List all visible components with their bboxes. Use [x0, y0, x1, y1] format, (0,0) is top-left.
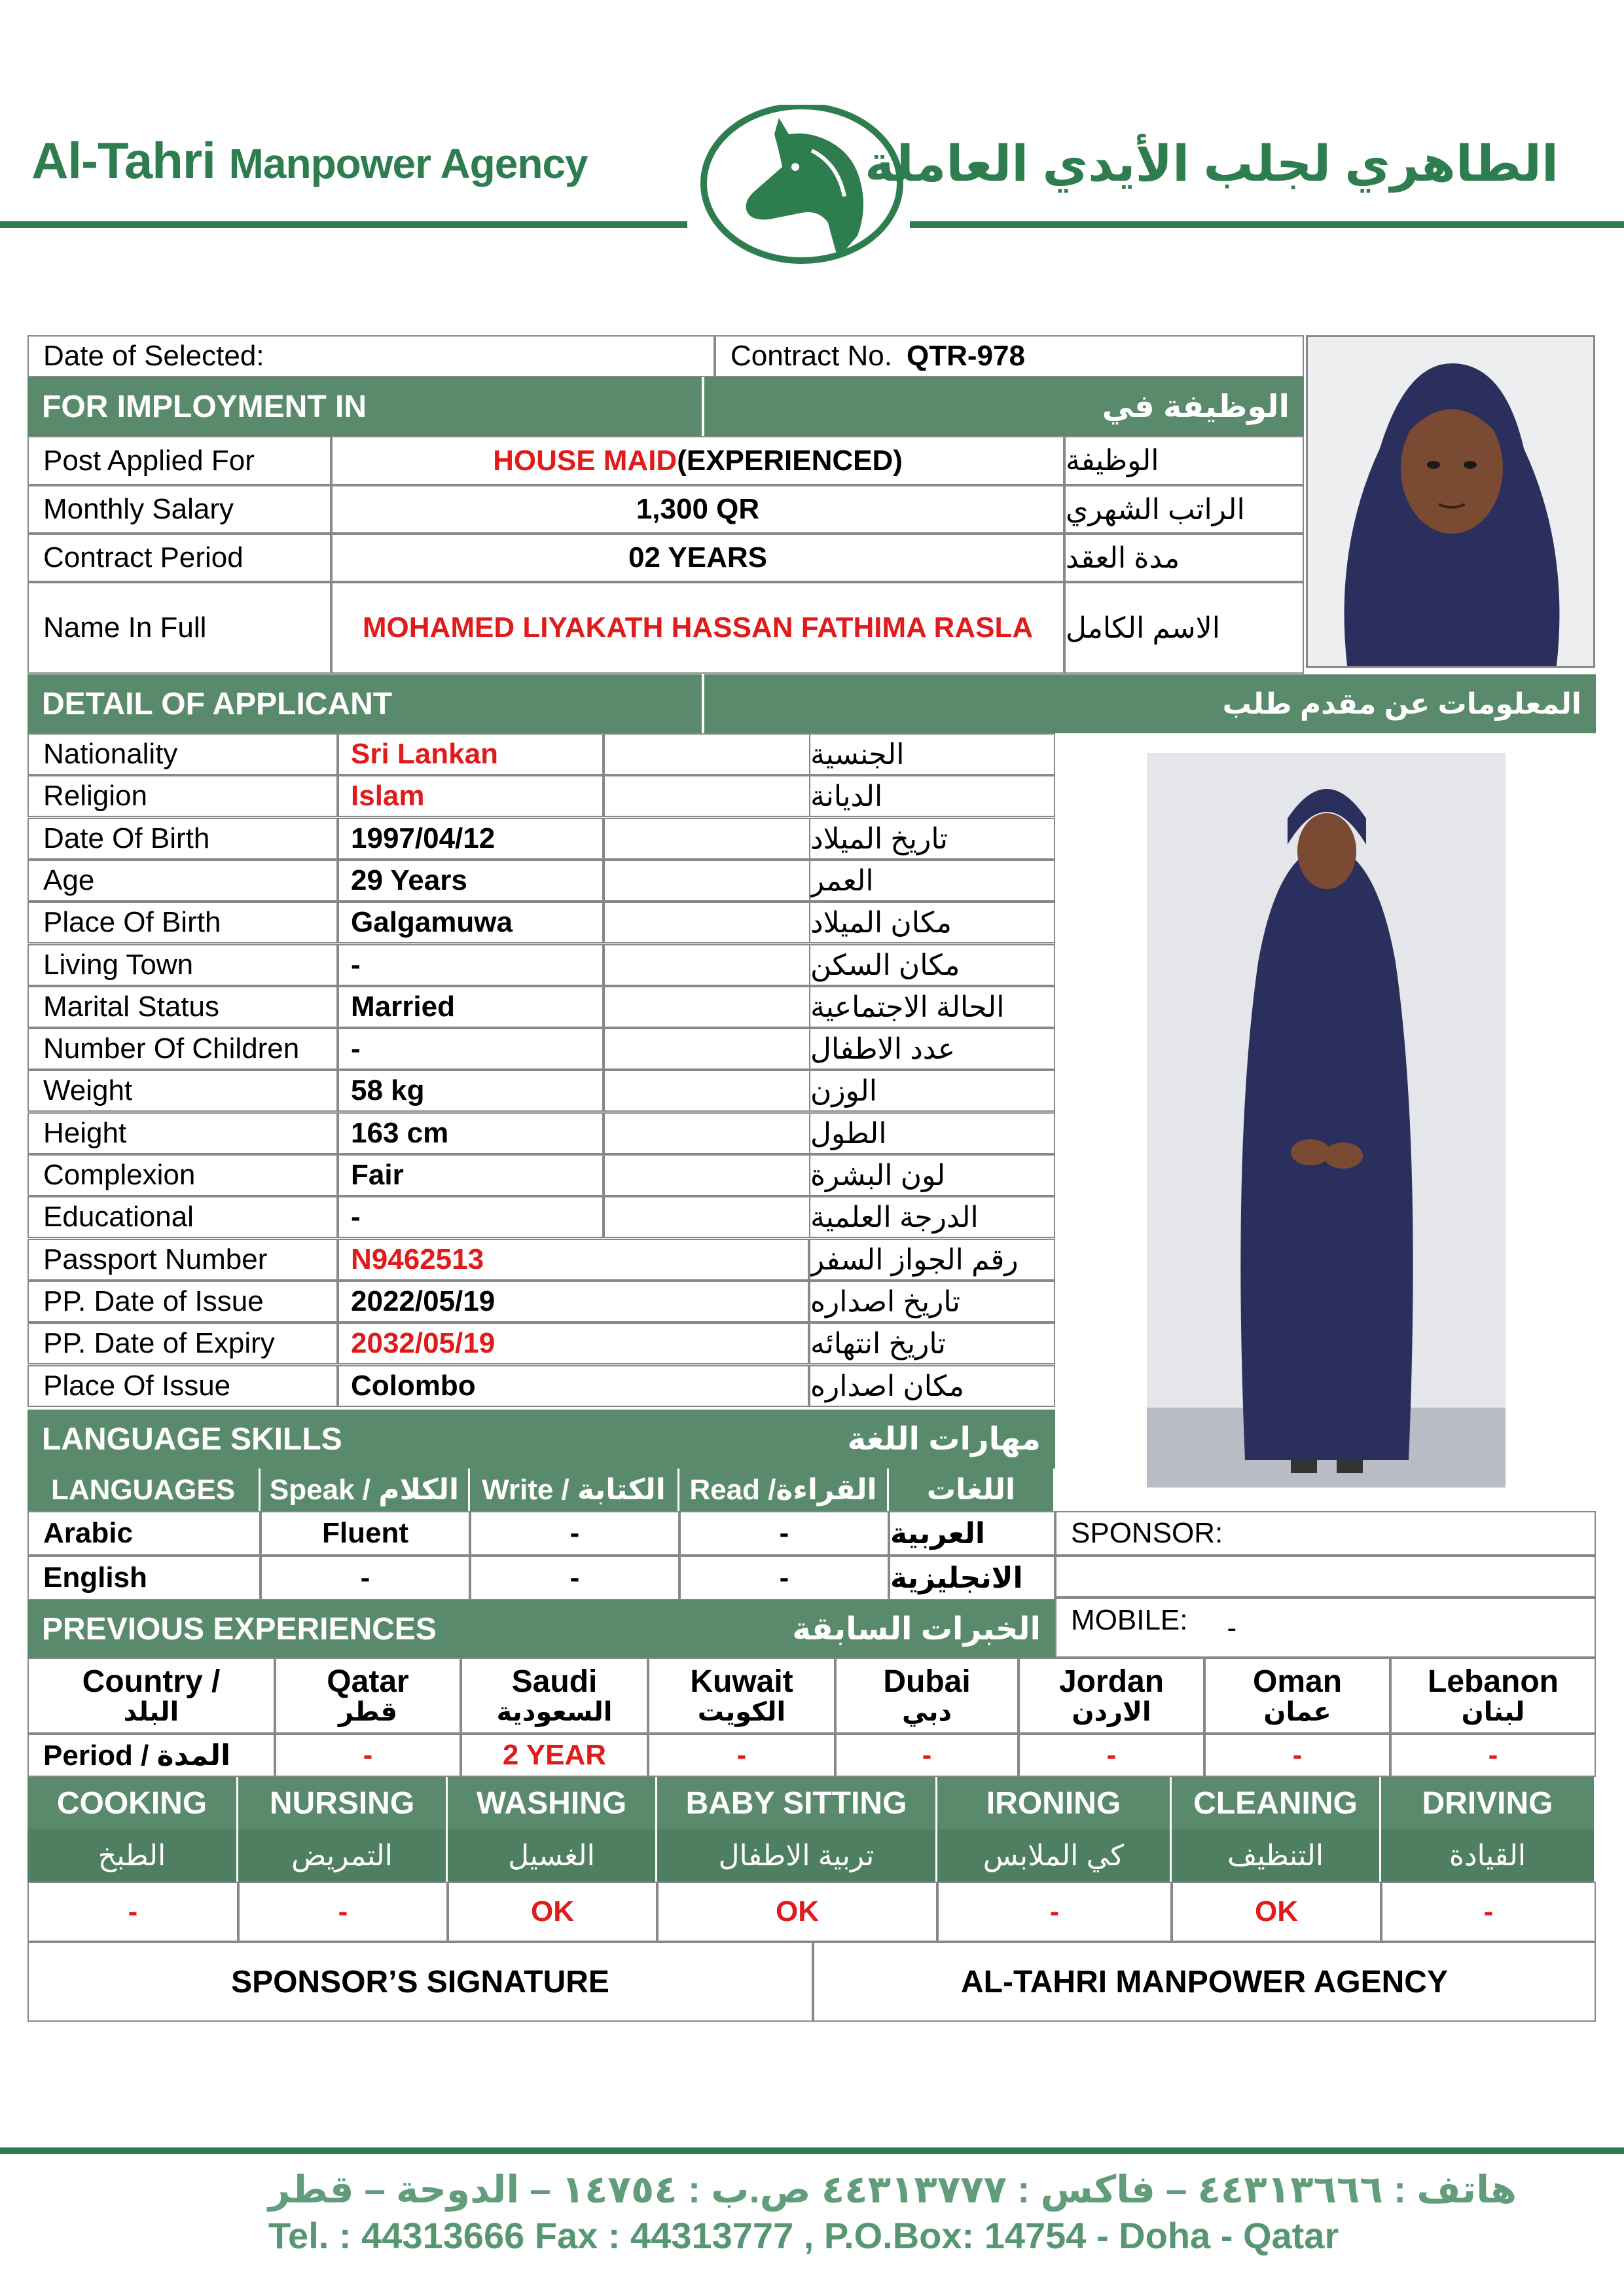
- experience-country-en: Country /: [82, 1664, 221, 1699]
- applicant-row-label: Weight: [27, 1070, 338, 1112]
- headshot-illustration: [1308, 337, 1593, 666]
- applicant-row-label: Place Of Birth: [27, 902, 338, 943]
- applicant-row-spacer: [604, 775, 810, 817]
- employment-row-ar: الوظيفة: [1064, 436, 1304, 485]
- skill-header-ar: تربية الاطفال: [657, 1829, 937, 1882]
- skill-header-en: IRONING: [937, 1777, 1172, 1829]
- applicant-row-label: Living Town: [27, 944, 338, 986]
- date-selected: [27, 335, 715, 377]
- applicant-row-ar: الديانة: [809, 775, 1055, 817]
- skill-header-ar: القيادة: [1381, 1829, 1596, 1882]
- mobile-value: -: [1227, 1612, 1237, 1644]
- applicant-row-ar: الوزن: [809, 1070, 1055, 1112]
- footer-contact-ar: هاتف : ٤٤٣١٣٦٦٦ – فاكس : ٤٤٣١٣٧٧٧ ص.ب : ١٤٧٥٤ – الدوحة – قطر: [268, 2168, 1517, 2211]
- applicant-row-ar: تاريخ اصداره: [809, 1281, 1055, 1323]
- contract-no-label: Contract No.: [731, 340, 892, 372]
- experience-country-ar: قطر: [338, 1698, 398, 1727]
- applicant-row-value: 2032/05/19: [338, 1323, 809, 1364]
- experience-country-ar: البلد: [123, 1698, 179, 1727]
- experience-country-jordan: [1019, 1658, 1204, 1734]
- experience-country-en: Jordan: [1058, 1664, 1164, 1699]
- language-header-cell: Write / الكتابة: [470, 1469, 679, 1511]
- applicant-row-value: 1997/04/12: [338, 818, 604, 860]
- header-rule-left: [0, 221, 687, 228]
- employment-title-ar: الوظيفة في: [1102, 390, 1290, 424]
- experience-country-en: Dubai: [883, 1664, 971, 1699]
- applicant-row-value: 29 Years: [338, 860, 604, 902]
- experience-country-saudi: [461, 1658, 648, 1734]
- experience-country-ar: السعودية: [496, 1698, 613, 1727]
- letterhead: [0, 0, 1624, 268]
- employment-title-bar: [27, 377, 702, 436]
- skill-header-en: CLEANING: [1172, 1777, 1381, 1829]
- employment-value-text: 02 YEARS: [628, 541, 767, 574]
- applicant-row-label: PP. Date of Issue: [27, 1281, 338, 1323]
- experience-country-en: Qatar: [327, 1664, 409, 1699]
- applicant-row-label: Height: [27, 1112, 338, 1154]
- applicant-row-spacer: [604, 1112, 810, 1154]
- language-header-cell: LANGUAGES: [27, 1469, 261, 1511]
- applicant-row-label: Nationality: [27, 733, 338, 775]
- employment-row-value: [331, 582, 1064, 674]
- sponsor-field: [1055, 1511, 1596, 1556]
- applicant-row-value: 2022/05/19: [338, 1281, 809, 1323]
- applicant-row-spacer: [604, 944, 810, 986]
- applicant-row-value: Sri Lankan: [338, 733, 604, 775]
- agency-name-main: Al-Tahri: [31, 132, 215, 189]
- contract-no-value: QTR-978: [906, 340, 1025, 372]
- applicant-row-spacer: [604, 986, 810, 1028]
- applicant-headshot: [1306, 335, 1595, 668]
- applicant-full-photo: [1147, 753, 1506, 1487]
- employment-row-ar: مدة العقد: [1064, 534, 1304, 582]
- applicant-row-label: Educational: [27, 1196, 338, 1238]
- applicant-row-value: 163 cm: [338, 1112, 604, 1154]
- employment-title-bar-ar: [704, 377, 1304, 436]
- applicant-row-ar: لون البشرة: [809, 1154, 1055, 1196]
- applicant-row-spacer: [604, 1028, 810, 1070]
- experience-period-value: 2 YEAR: [461, 1734, 648, 1777]
- experience-country-en: Kuwait: [690, 1664, 793, 1699]
- applicant-row-value: N9462513: [338, 1239, 809, 1281]
- sponsor-signature-label: SPONSOR’S SIGNATURE: [231, 1964, 609, 1999]
- skill-value: -: [1381, 1882, 1596, 1942]
- skill-header-ar: كي الملابس: [937, 1829, 1172, 1882]
- applicant-row-ar: رقم الجواز السفر: [809, 1239, 1055, 1281]
- experience-country-kuwait: [648, 1658, 835, 1734]
- applicant-row-ar: تاريخ انتهائه: [809, 1323, 1055, 1364]
- applicant-row-spacer: [604, 860, 810, 902]
- skill-header-ar: الغسيل: [448, 1829, 657, 1882]
- applicant-row-spacer: [604, 1070, 810, 1112]
- applicant-row-label: Date Of Birth: [27, 818, 338, 860]
- applicant-row-ar: الطول: [809, 1112, 1055, 1154]
- language-cell-ar: الانجليزية: [889, 1556, 1055, 1600]
- employment-row-value: [331, 436, 1064, 485]
- applicant-row-label: Religion: [27, 775, 338, 817]
- language-title-ar: مهارات اللغة: [847, 1422, 1041, 1457]
- skill-header-en: DRIVING: [1381, 1777, 1596, 1829]
- applicant-row-value: Islam: [338, 775, 604, 817]
- header-rule-right: [910, 221, 1624, 228]
- applicant-title-en: DETAIL OF APPLICANT: [42, 686, 393, 721]
- sponsor-label: SPONSOR:: [1071, 1517, 1223, 1549]
- applicant-row-value: Married: [338, 986, 604, 1028]
- experience-country-ar: دبي: [901, 1698, 952, 1727]
- language-cell-lang: English: [27, 1556, 261, 1600]
- full-photo-illustration: [1147, 753, 1506, 1487]
- language-cell-ar: العربية: [889, 1511, 1055, 1556]
- applicant-row-ar: مكان الميلاد: [809, 902, 1055, 943]
- applicant-row-ar: الجنسية: [809, 733, 1055, 775]
- applicant-row-value: -: [338, 944, 604, 986]
- contract-no: [715, 335, 1304, 377]
- experience-period-value: -: [1204, 1734, 1390, 1777]
- applicant-title-bar-ar: [704, 674, 1596, 733]
- skill-header-en: COOKING: [27, 1777, 238, 1829]
- applicant-row-ar: تاريخ الميلاد: [809, 818, 1055, 860]
- experience-country-country: [27, 1658, 275, 1734]
- applicant-row-ar: الدرجة العلمية: [809, 1196, 1055, 1238]
- language-cell-lang: Arabic: [27, 1511, 261, 1556]
- language-header-cell: Speak / الكلام: [261, 1469, 470, 1511]
- experience-country-en: Lebanon: [1428, 1664, 1559, 1699]
- applicant-row-label: Marital Status: [27, 986, 338, 1028]
- footer-contact-en: Tel. : 44313666 Fax : 44313777 , P.O.Box: 14754 - Doha - Qatar: [268, 2215, 1339, 2256]
- applicant-row-value: -: [338, 1196, 604, 1238]
- employment-value-text: MOHAMED LIYAKATH HASSAN FATHIMA RASLA: [362, 611, 1034, 644]
- mobile-label: MOBILE:: [1071, 1604, 1188, 1636]
- applicant-row-value: Fair: [338, 1154, 604, 1196]
- applicant-row-label: Complexion: [27, 1154, 338, 1196]
- experience-country-oman: [1204, 1658, 1390, 1734]
- applicant-row-spacer: [604, 733, 810, 775]
- experience-period-value: -: [1390, 1734, 1596, 1777]
- applicant-row-value: Colombo: [338, 1365, 809, 1407]
- experience-country-ar: الاردن: [1072, 1698, 1151, 1727]
- applicant-row-value: 58 kg: [338, 1070, 604, 1112]
- employment-row-value: [331, 534, 1064, 582]
- employment-title-en: FOR IMPLOYMENT IN: [42, 389, 367, 424]
- applicant-row-spacer: [604, 818, 810, 860]
- language-cell-speak: -: [261, 1556, 470, 1600]
- agency-signature-label: AL-TAHRI MANPOWER AGENCY: [961, 1964, 1448, 1999]
- applicant-row-value: Galgamuwa: [338, 902, 604, 943]
- language-header-cell: اللغات: [889, 1469, 1055, 1511]
- experience-title-ar: الخبرات السابقة: [792, 1612, 1041, 1647]
- agency-name-en: [31, 131, 588, 191]
- experience-country-en: Oman: [1252, 1664, 1343, 1699]
- employment-value-text: (EXPERIENCED): [677, 444, 903, 477]
- experience-period-value: -: [835, 1734, 1019, 1777]
- language-cell-read: -: [679, 1511, 889, 1556]
- employment-row-label: Post Applied For: [27, 436, 331, 485]
- skill-value: OK: [1172, 1882, 1381, 1942]
- agency-name-sub: Manpower Agency: [228, 140, 588, 187]
- mobile-field: [1055, 1597, 1596, 1658]
- skill-header-ar: التنظيف: [1172, 1829, 1381, 1882]
- applicant-title-ar: المعلومات عن مقدم طلب: [1222, 687, 1581, 720]
- skill-header-en: BABY SITTING: [657, 1777, 937, 1829]
- skill-value: OK: [448, 1882, 657, 1942]
- skill-value: -: [27, 1882, 238, 1942]
- language-cell-read: -: [679, 1556, 889, 1600]
- footer-rule: [0, 2147, 1624, 2154]
- skill-value: OK: [657, 1882, 937, 1942]
- sponsor-field-blank: [1055, 1556, 1596, 1597]
- experience-country-qatar: [275, 1658, 461, 1734]
- applicant-row-ar: العمر: [809, 860, 1055, 902]
- applicant-row-value: -: [338, 1028, 604, 1070]
- skill-value: -: [937, 1882, 1172, 1942]
- employment-value-text: 1,300 QR: [636, 493, 760, 525]
- applicant-row-spacer: [604, 1154, 810, 1196]
- employment-value-highlight: HOUSE MAID: [493, 444, 677, 477]
- language-cell-write: -: [470, 1511, 679, 1556]
- applicant-row-ar: الحالة الاجتماعية: [809, 986, 1055, 1028]
- applicant-row-label: Place Of Issue: [27, 1365, 338, 1407]
- date-selected-label: Date of Selected:: [43, 340, 264, 372]
- agency-signature: [813, 1942, 1596, 2022]
- language-title-en: LANGUAGE SKILLS: [42, 1421, 342, 1457]
- experience-country-dubai: [835, 1658, 1019, 1734]
- experience-country-ar: لبنان: [1461, 1698, 1525, 1727]
- applicant-title-bar: [27, 674, 702, 733]
- applicant-row-label: Passport Number: [27, 1239, 338, 1281]
- applicant-row-label: Number Of Children: [27, 1028, 338, 1070]
- experience-country-lebanon: [1390, 1658, 1596, 1734]
- skill-header-en: NURSING: [238, 1777, 448, 1829]
- experience-period-label: Period / المدة: [27, 1734, 275, 1777]
- employment-row-label: Contract Period: [27, 534, 331, 582]
- skill-value: -: [238, 1882, 448, 1942]
- language-cell-write: -: [470, 1556, 679, 1600]
- employment-row-ar: الاسم الكامل: [1064, 582, 1304, 674]
- experience-period-value: -: [1019, 1734, 1204, 1777]
- skill-header-en: WASHING: [448, 1777, 657, 1829]
- applicant-row-spacer: [604, 1196, 810, 1238]
- skill-header-ar: الطبخ: [27, 1829, 238, 1882]
- applicant-row-label: PP. Date of Expiry: [27, 1323, 338, 1364]
- experience-country-ar: عمان: [1263, 1698, 1331, 1727]
- sponsor-signature: [27, 1942, 813, 2022]
- employment-row-label: Name In Full: [27, 582, 331, 674]
- experience-title-en: PREVIOUS EXPERIENCES: [42, 1611, 437, 1647]
- language-title-bar: [27, 1410, 1055, 1469]
- language-cell-speak: Fluent: [261, 1511, 470, 1556]
- applicant-row-ar: مكان اصداره: [809, 1365, 1055, 1407]
- applicant-row-ar: عدد الاطفال: [809, 1028, 1055, 1070]
- experience-country-en: Saudi: [511, 1664, 598, 1699]
- skill-header-ar: التمريض: [238, 1829, 448, 1882]
- applicant-row-spacer: [604, 902, 810, 943]
- experience-title-bar: [27, 1600, 1055, 1658]
- applicant-row-label: Age: [27, 860, 338, 902]
- employment-row-ar: الراتب الشهري: [1064, 485, 1304, 534]
- applicant-row-ar: مكان السكن: [809, 944, 1055, 986]
- employment-row-value: [331, 485, 1064, 534]
- employment-row-label: Monthly Salary: [27, 485, 331, 534]
- agency-name-ar: الطاهري لجلب الأيدي العاملة: [865, 136, 1559, 192]
- experience-period-value: -: [275, 1734, 461, 1777]
- language-header-cell: Read /القراءة: [679, 1469, 889, 1511]
- experience-period-value: -: [648, 1734, 835, 1777]
- experience-country-ar: الكويت: [697, 1698, 786, 1727]
